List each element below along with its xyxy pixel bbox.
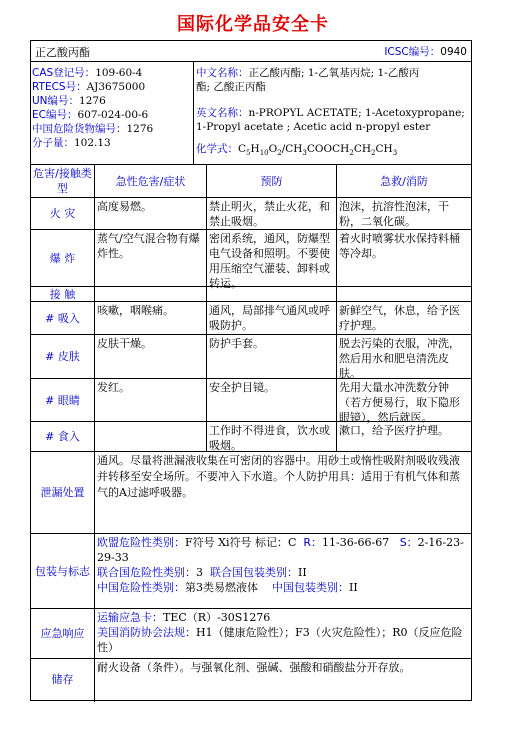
rtecs-label: RTECS号： — [32, 81, 87, 93]
eu-value: F符号 Xi符号 标记：C — [185, 536, 297, 549]
ingestion-prevention: 工作时不得进食，饮水或吸烟。 — [209, 424, 330, 452]
s-value: 2-16-23-29-33 — [97, 536, 464, 564]
icsc-value: 0940 — [440, 46, 467, 58]
ec-label: EC编号： — [32, 109, 78, 121]
row-label-inhalation: # 吸入 — [45, 311, 80, 325]
ec-value: 607-024-00-6 — [77, 109, 149, 121]
cn-name-label: 中文名称： — [196, 67, 249, 79]
formula-label: 化学式： — [196, 143, 238, 155]
row-label-fire: 火 灾 — [49, 207, 76, 220]
row-label-storage: 储存 — [51, 673, 74, 686]
eu-label: 欧盟危险性类别： — [97, 536, 185, 549]
cas-label: CAS登记号： — [32, 67, 96, 79]
row-label-explosion: 爆 炸 — [49, 251, 76, 265]
inhalation-prevention: 通风，局部排气通风或呼吸防护。 — [209, 304, 330, 332]
un-value: 1276 — [79, 95, 106, 107]
s-label: S： — [399, 536, 418, 549]
card-title: 国际化学品安全卡 — [177, 14, 329, 35]
row-label-spill: 泄漏处置 — [40, 486, 85, 499]
en-name-line2: 1-Propyl acetate ; Acetic acid n-propyl ester — [196, 121, 431, 133]
mw-value: 102.13 — [74, 137, 111, 149]
row-label-eyes: # 眼睛 — [45, 393, 80, 407]
explosion-acute: 蒸气/空气混合物有爆炸性。 — [97, 232, 200, 260]
cn-name-line1: 正乙酸丙酯; 1-乙氧基丙烷; 1-乙酸丙 — [248, 67, 420, 79]
col-header-firstaid: 急救/消防 — [380, 174, 428, 188]
storage-text: 耐火设备（条件）。与强氧化剂、强碱、强酸和硝酸盐分开存放。 — [97, 661, 411, 674]
row-label-skin: # 皮肤 — [45, 350, 80, 363]
fire-acute: 高度易燃。 — [97, 200, 152, 213]
inhalation-acute: 咳嗽，咽喉痛。 — [97, 304, 174, 317]
inhalation-firstaid: 新鲜空气，休息，给予医疗护理。 — [339, 304, 460, 332]
explosion-firstaid: 着火时喷雾状水保持料桶等冷却。 — [339, 232, 460, 260]
col-header-prevention: 预防 — [260, 174, 283, 188]
r-value: 11-36-66-67 — [322, 536, 390, 549]
eyes-prevention: 安全护目镜。 — [209, 381, 275, 394]
chemical-name: 正乙酸丙酯 — [35, 46, 90, 59]
safety-card — [30, 40, 472, 701]
row-label-contact: 接 触 — [49, 287, 76, 301]
emergency-text — [95, 609, 471, 656]
icsc-number — [384, 44, 467, 59]
icsc-label: ICSC编号： — [384, 46, 441, 58]
r-label: R： — [303, 536, 323, 549]
eyes-acute: 发红。 — [97, 381, 130, 394]
transport-value: TEC（R）-30S1276 — [163, 611, 271, 624]
col-header-acute: 急性危害/症状 — [115, 174, 186, 188]
un-hazard-label: 联合国危险性类别： — [97, 566, 196, 579]
skin-prevention: 防护手套。 — [209, 337, 264, 350]
en-name-line1: n-PROPYL ACETATE; 1-Acetoxypropane; — [248, 107, 465, 119]
mw-label: 分子量： — [32, 137, 74, 149]
ingestion-firstaid: 漱口，给予医疗护理。 — [339, 424, 449, 437]
nfpa-value: H1（健康危险性）；F3（火灾危险性）；R0（反应危险性） — [97, 626, 463, 654]
eyes-firstaid: 先用大量水冲洗数分钟（若方便易行，取下隐形眼镜），然后就医。 — [339, 381, 460, 424]
un-pack-label: 联合国包装类别： — [210, 566, 298, 579]
nfpa-label: 美国消防协会法规： — [97, 626, 196, 639]
skin-acute: 皮肤干燥。 — [97, 337, 152, 350]
cas-value: 109-60-4 — [95, 67, 143, 79]
un-pack-value: II — [298, 566, 307, 579]
identifiers — [32, 66, 192, 150]
spill-text: 通风。尽量将泄漏液收集在可密闭的容器中。用砂土或惰性吸附剂吸收残液并转移至安全场所。不要冲入下水道。个人防护用具：适用于有机气体和蒸气的A过滤呼吸器。 — [97, 454, 460, 499]
col-header-type: 危害/接触类型 — [33, 167, 92, 195]
skin-firstaid: 脱去污染的衣服，冲洗，然后用水和肥皂清洗皮肤。 — [339, 337, 460, 380]
row-label-emergency: 应急响应 — [40, 627, 85, 640]
en-name-label: 英文名称： — [196, 107, 249, 119]
cn-hazard-value: 第3类易燃液体 — [185, 581, 258, 594]
row-label-packaging: 包装与标志 — [35, 564, 90, 578]
cn-name-line2: 酯; 乙酸正丙酯 — [196, 81, 266, 93]
packaging-text — [95, 534, 471, 596]
fire-prevention: 禁止明火，禁止火花，和禁止吸烟。 — [209, 200, 330, 228]
un-hazard-value: 3 — [196, 566, 203, 579]
transport-label: 运输应急卡： — [97, 611, 163, 624]
fire-firstaid: 泡沫，抗溶性泡沫，干粉，二氧化碳。 — [339, 200, 449, 228]
cn-goods-label: 中国危险货物编号： — [32, 123, 127, 135]
cn-hazard-label: 中国危险性类别： — [97, 581, 185, 594]
cn-pack-value: II — [349, 581, 358, 594]
rtecs-value: AJ3675000 — [86, 81, 146, 93]
explosion-prevention: 密闭系统，通风，防爆型电气设备和照明。不要使用压缩空气灌装、卸料或转运。 — [209, 232, 330, 290]
row-label-ingestion: # 食入 — [45, 430, 80, 443]
ingestion-acute — [95, 422, 206, 424]
formula-value: $C_5H_{10}O_2/CH_3COOCH_2CH_2CH_3$ — [238, 143, 398, 158]
names-block — [196, 66, 471, 160]
cn-goods-value: 1276 — [126, 123, 154, 135]
cn-pack-label: 中国包装类别： — [272, 581, 349, 594]
un-label: UN编号： — [32, 95, 80, 107]
